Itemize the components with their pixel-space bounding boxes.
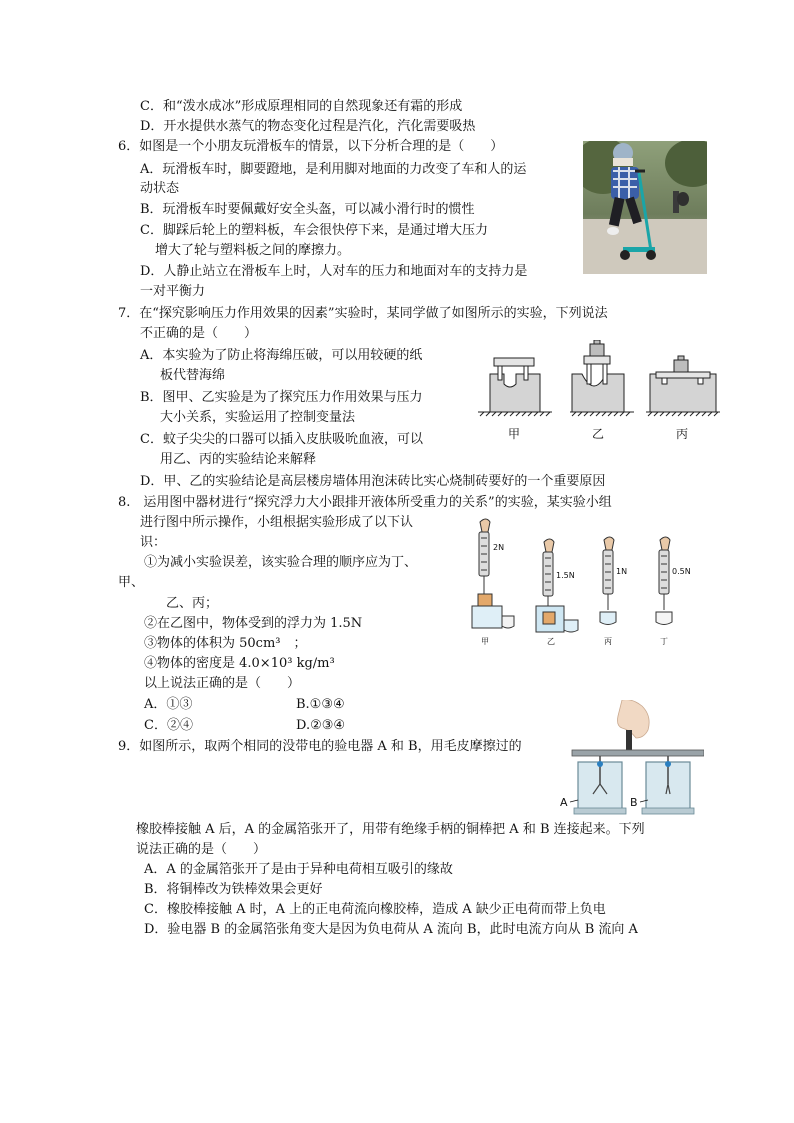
q6-stem: 6．如图是一个小朋友玩滑板车的情景，以下分析合理的是（ ）	[118, 139, 504, 154]
q9-option-d: D．验电器 B 的金属箔张角变大是因为负电荷从 A 流向 B，此时电流方向从 B 流向 A	[144, 922, 638, 937]
q6-option-c-cont: 增大了轮与塑料板之间的摩擦力。	[155, 243, 351, 258]
q8-option-d: D.②③④	[296, 718, 346, 733]
q9-option-c: C．橡胶棒接触 A 时，A 上的正电荷流向橡胶棒，造成 A 缺少正电荷而带上负电	[144, 902, 606, 917]
buoyancy-label-bing: 丙	[604, 637, 612, 646]
q6-option-d-cont: 一对平衡力	[140, 284, 206, 299]
scooter-photo	[583, 141, 707, 274]
q7-stem-cont: 不正确的是（ ）	[140, 326, 258, 341]
q8-stem-cont: 进行图中所示操作，小组根据实验形成了以下认	[140, 515, 414, 530]
buoyancy-experiment-figure	[464, 516, 704, 650]
label-a: A	[560, 796, 568, 809]
q6-option-a: A．玩滑板车时，脚要蹬地，是利用脚对地面的力改变了车和人的运	[140, 162, 527, 177]
figure-label-yi: 乙	[592, 427, 605, 441]
q8-statement-1-cont: 甲、	[118, 575, 145, 590]
q6-option-c: C．脚踩后轮上的塑料板，车会很快停下来，是通过增大压力	[140, 223, 488, 238]
q8-option-c: C．②④	[144, 718, 193, 733]
q7-option-a: A．本实验为了防止将海绵压破，可以用较硬的纸	[140, 348, 423, 363]
reading-yi: 1.5N	[556, 571, 575, 580]
q8-ask: 以上说法正确的是（ ）	[144, 676, 301, 691]
q8-statement-3: ③物体的体积为 50cm³ ；	[144, 636, 307, 651]
label-b: B	[630, 796, 638, 809]
reading-jia: 2N	[493, 543, 505, 552]
reading-ding: 0.5N	[672, 567, 691, 576]
q8-statement-1: ①为减小实验误差，该实验合理的顺序应为丁、	[144, 555, 418, 570]
pressure-experiment-figure	[474, 340, 724, 446]
reading-bing: 1N	[616, 567, 628, 576]
q8-statement-2: ②在乙图中，物体受到的浮力为 1.5N	[144, 616, 363, 631]
q7-option-d: D．甲、乙的实验结论是高层楼房墙体用泡沫砖比实心烧制砖要好的一个重要原因	[140, 474, 606, 489]
figure-label-bing: 丙	[676, 427, 689, 441]
q8-stem-cont-2: 识：	[140, 535, 167, 550]
q8-statement-4: ④物体的密度是 4.0×10³ kg/m³	[144, 656, 335, 671]
q7-stem: 7．在“探究影响压力作用效果的因素”实验时，某同学做了如图所示的实验，下列说法	[118, 306, 608, 321]
q7-option-b: B．图甲、乙实验是为了探究压力作用效果与压力	[140, 390, 423, 405]
q9-stem-cont: 橡胶棒接触 A 后，A 的金属箔张开了，用带有绝缘手柄的铜棒把 A 和 B 连接起来。下列	[136, 822, 645, 837]
q9-option-a: A．A 的金属箔张开了是由于异种电荷相互吸引的缘故	[144, 862, 453, 877]
q8-stem: 8. 运用图中器材进行“探究浮力大小跟排开液体所受重力的关系”的实验，某实验小组	[118, 495, 612, 510]
q8-option-b: B.①③④	[296, 697, 345, 712]
q7-option-c-cont: 用乙、丙的实验结论来解释	[160, 452, 317, 467]
buoyancy-label-yi: 乙	[547, 637, 555, 646]
buoyancy-label-jia: 甲	[481, 637, 489, 646]
q6-option-a-cont: 动状态	[140, 181, 180, 196]
figure-label-jia: 甲	[508, 427, 521, 441]
q5-option-d: D．开水提供水蒸气的物态变化过程是汽化，汽化需要吸热	[140, 119, 476, 134]
q9-stem: 9．如图所示，取两个相同的没带电的验电器 A 和 B，用毛皮摩擦过的	[118, 739, 522, 754]
q8-statement-1-cont-2: 乙、丙；	[166, 596, 219, 611]
q7-option-b-cont: 大小关系，实验运用了控制变量法	[160, 410, 356, 425]
buoyancy-label-ding: 丁	[660, 637, 668, 646]
q9-stem-cont-2: 说法正确的是（ ）	[136, 842, 267, 857]
q6-option-b: B．玩滑板车时要佩戴好安全头盔，可以减小滑行时的惯性	[140, 202, 475, 217]
q6-option-d: D．人静止站立在滑板车上时，人对车的压力和地面对车的支持力是	[140, 264, 528, 279]
electroscope-figure	[560, 700, 704, 818]
q7-option-c: C．蚊子尖尖的口器可以插入皮肤吸吮血液，可以	[140, 432, 423, 447]
q9-option-b: B．将铜棒改为铁棒效果会更好	[144, 882, 323, 897]
q8-option-a: A．①③	[144, 697, 193, 712]
q7-option-a-cont: 板代替海绵	[160, 368, 226, 383]
q5-option-c: C．和“泼水成冰”形成原理相同的自然现象还有霜的形成	[140, 99, 463, 114]
